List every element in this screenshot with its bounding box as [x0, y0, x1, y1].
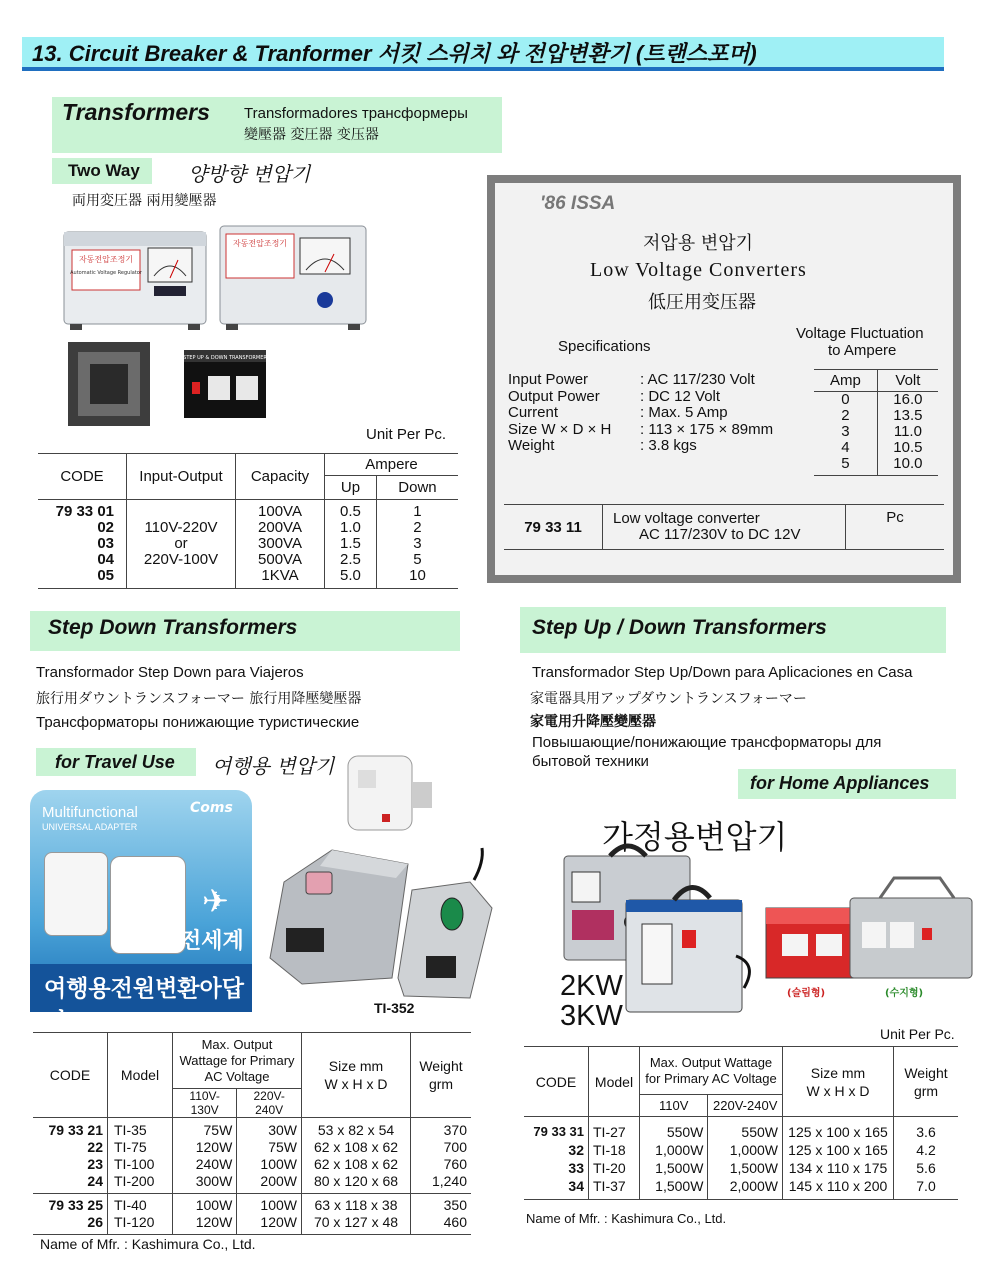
step-updown-line2: 家電器具用アップダウントランスフォーマー [530, 691, 807, 707]
universal-adapter-ad [30, 790, 252, 1035]
table-row: 79 33 31 TI-27 550W 550W 125 x 100 x 165 3.6 [524, 1117, 958, 1142]
table-row: 79 33 25 TI-40 100W 100W 63 x 118 x 38 350 [33, 1194, 471, 1215]
th-model: Model [108, 1033, 173, 1118]
step-down-line2: 旅行用ダウントランスフォーマー 旅行用降壓變壓器 [36, 691, 362, 707]
two-way-label: Two Way [68, 161, 140, 180]
table-row: 34 TI-37 1,500W 2,000W 145 x 110 x 200 7.0 [524, 1177, 958, 1200]
adapter-banner: 여행용전원변환아답터 [44, 976, 244, 1035]
up-cell: 0.5 1.0 1.5 2.5 5.0 [325, 500, 377, 589]
th-up: Up [325, 476, 377, 500]
issa-spec-title: Specifications [558, 338, 651, 355]
step-updown-line4: Повышающие/понижающие трансформаторы для [532, 734, 882, 751]
capacity-cell: 100VA 200VA 300VA 500VA 1KVA [236, 500, 325, 589]
issa-specs [508, 372, 773, 455]
two-way-korean: 양방향 변압기 [188, 162, 311, 186]
power-3kw: 3KW [560, 1000, 623, 1032]
transformers-subtitle-2: 變壓器 変圧器 变压器 [244, 127, 379, 143]
table-row: 22 TI-75 120W 75W 62 x 108 x 62 700 [33, 1139, 471, 1156]
spec-row: Current : Max. 5 Amp [508, 404, 728, 421]
issa-korean: 저압용 변압기 [643, 233, 754, 254]
down-cell: 1 2 3 5 10 [376, 500, 458, 589]
step-down-line1: Transformador Step Down para Viajeros [36, 664, 304, 681]
table-row: 24 TI-200 300W 200W 80 x 120 x 68 1,240 [33, 1173, 471, 1194]
step-down-table [33, 1032, 471, 1235]
step-updown-line3: 家電用升降壓變壓器 [530, 714, 656, 730]
step-down-line3: Трансформаторы понижающие туристические [36, 714, 360, 731]
spec-row: Size W × D × H : 113 × 175 × 89mm [508, 420, 774, 438]
table-row: 32 TI-18 1,000W 1,000W 125 x 100 x 165 4.2 [524, 1141, 958, 1159]
th-ampere: Ampere [325, 454, 459, 476]
spec-row: Output Power : DC 12 Volt [508, 387, 721, 405]
page-title: 13. Circuit Breaker & Tranformer 서킷 스위치 와 전압변환기 (트랜스포머) [22, 37, 944, 71]
issa-fluct-title-1: Voltage Fluctuation [796, 325, 924, 342]
th-110: 110V-130V [173, 1089, 237, 1118]
issa-code-table [504, 504, 944, 550]
adapter-body-2 [110, 856, 186, 954]
th-max-output: Max. Output Wattage for Primary AC Voltage [640, 1047, 783, 1095]
regulator-label-3: 자동전압조정기 [232, 239, 288, 248]
slim-type-label: (슬림형) [787, 988, 826, 999]
transformers-table [38, 453, 458, 589]
transformers-title: Transformers [62, 99, 210, 125]
th-size: Size mm W x H x D [302, 1033, 411, 1118]
two-way-chinese: 両用変圧器 兩用變壓器 [72, 193, 217, 209]
travel-transformer-photos [262, 752, 502, 1002]
th-code: CODE [38, 454, 127, 500]
th-size: Size mm W x H x D [783, 1047, 894, 1117]
step-updown-unit-label: Unit Per Pc. [880, 1026, 955, 1042]
th-capacity: Capacity [236, 454, 325, 500]
travel-label: for Travel Use [55, 752, 175, 772]
amp-cell: 0 2 3 4 5 [814, 392, 877, 476]
table-row: 33 TI-20 1,500W 1,500W 134 x 110 x 175 5.6 [524, 1159, 958, 1177]
th-code: CODE [33, 1033, 108, 1118]
io-cell: 110V-220V or 220V-100V [127, 500, 236, 589]
two-way-transformer-photos [60, 220, 380, 435]
th-model: Model [589, 1047, 640, 1117]
issa-english: Low Voltage Converters [590, 259, 807, 281]
step-updown-title: Step Up / Down Transformers [532, 616, 827, 639]
issa-code: 79 33 11 [504, 505, 603, 550]
th-max-output: Max. Output Wattage for Primary AC Voltage [173, 1033, 302, 1089]
codes-cell: 79 33 01 02 03 04 05 [38, 500, 127, 589]
adapter-title: Multifunctional [42, 804, 138, 821]
airplane-icon: ✈ [202, 882, 229, 920]
th-io: Input-Output [127, 454, 236, 500]
step-updown-mfr: Name of Mfr. : Kashimura Co., Ltd. [526, 1211, 727, 1226]
step-down-mfr: Name of Mfr. : Kashimura Co., Ltd. [40, 1236, 256, 1252]
step-updown-table [524, 1046, 958, 1200]
step-down-title: Step Down Transformers [48, 616, 298, 639]
adapter-world: 전세계 [180, 929, 244, 954]
th-220: 220V-240V [708, 1095, 783, 1117]
step-updown-line1: Transformador Step Up/Down para Aplicaciones en Casa [532, 664, 913, 681]
issa-unit: Pc [846, 505, 945, 550]
model-caption: TI-352 [374, 1000, 415, 1016]
th-amp: Amp [814, 370, 877, 392]
adapter-brand: Coms [190, 800, 233, 816]
stepup-label: STEP UP & DOWN TRANSFORMER [183, 355, 267, 361]
th-weight: Weight grm [894, 1047, 959, 1117]
table-row: 26 TI-120 120W 120W 70 x 127 x 48 460 [33, 1214, 471, 1235]
home-label: for Home Appliances [750, 773, 930, 793]
issa-chinese: 低圧用变压器 [648, 292, 756, 313]
volt-cell: 16.0 13.5 11.0 10.5 10.0 [877, 392, 938, 476]
spec-row: Weight : 3.8 kgs [508, 437, 697, 454]
th-110: 110V [640, 1095, 708, 1117]
th-220: 220V-240V [237, 1089, 302, 1118]
th-code: CODE [524, 1047, 589, 1117]
issa-fluct-table [814, 369, 938, 476]
th-down: Down [376, 476, 458, 500]
adapter-subtitle: UNIVERSAL ADAPTER [42, 822, 138, 832]
resin-type-label: (수지형) [885, 988, 924, 999]
th-volt: Volt [877, 370, 938, 392]
travel-korean: 여행용 변압기 [212, 754, 335, 778]
power-2kw: 2KW [560, 970, 623, 1002]
th-weight: Weight grm [411, 1033, 472, 1118]
issa-brand: '86 ISSA [540, 193, 616, 214]
issa-fluct-title-2: to Ampere [828, 342, 897, 359]
step-updown-line5: бытовой техники [532, 753, 649, 770]
table-row: 23 TI-100 240W 100W 62 x 108 x 62 760 [33, 1156, 471, 1173]
home-korean: 가정용변압기 [602, 818, 788, 856]
spec-row: Input Power : AC 117/230 Volt [508, 371, 755, 388]
issa-desc: Low voltage converter AC 117/230V to DC 12V [603, 505, 846, 550]
regulator-label-1: 자동전압조정기 [78, 255, 134, 264]
regulator-label-2: Automatic Voltage Regulator [70, 270, 142, 276]
table-row: 79 33 21 TI-35 75W 30W 53 x 82 x 54 370 [33, 1118, 471, 1140]
transformers-subtitle-1: Transformadores трансформеры [244, 105, 468, 122]
transformers-unit-label: Unit Per Pc. [366, 426, 447, 443]
adapter-body-1 [44, 852, 108, 936]
